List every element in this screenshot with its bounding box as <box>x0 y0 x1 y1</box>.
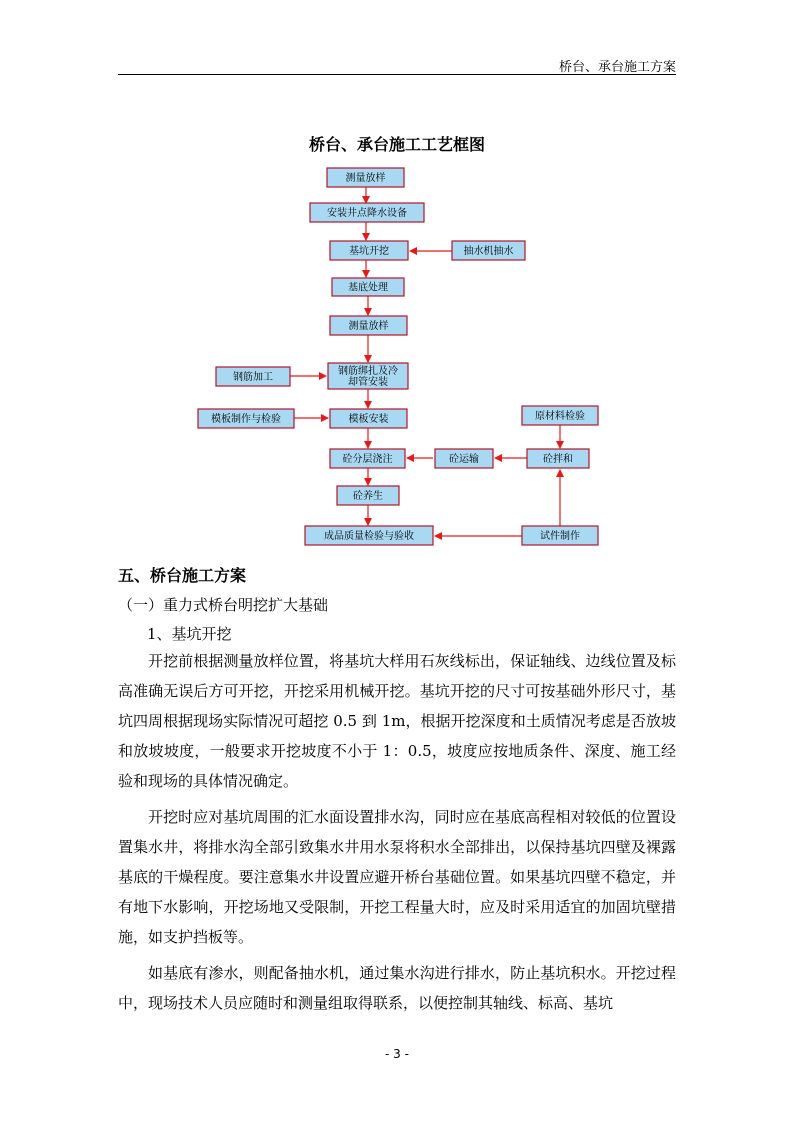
node-label: 基坑开挖 <box>349 246 389 257</box>
node-label: 安装井点降水设备 <box>327 208 407 219</box>
node-label: 基底处理 <box>348 282 388 294</box>
flow-arrows <box>290 187 560 536</box>
node-label: 成品质量检验与验收 <box>324 531 414 542</box>
page-number: - 3 - <box>385 1047 409 1061</box>
node-label: 测量放样 <box>345 173 386 184</box>
node-label: 抽水机抽水 <box>463 246 514 257</box>
node-formwork-make <box>198 409 294 428</box>
node-survey-2 <box>330 316 407 335</box>
node-excavation <box>330 241 408 260</box>
node-rebar-work <box>216 367 290 386</box>
node-label: 测量放样 <box>348 321 389 332</box>
node-label: 砼运输 <box>449 454 479 465</box>
node-label: 砼分层浇注 <box>342 454 393 465</box>
node-curing <box>337 486 399 505</box>
node-mix <box>527 449 589 468</box>
paragraph-1: 开挖前根据测量放样位置，将基坑大样用石灰线标出，保证轴线、边线位置及标高准确无误后方可开挖，开挖采用机械开挖。基坑开挖的尺寸可按基础外形尺寸，基坑四周根据现场实际情况可超挖 0.5 到 1m，根据开挖深度和土质情况考虑是否放坡和放坡坡度，一般要求开挖坡度不小于 1：0.5，坡度应按地质条件、深度、施工经验和现场的具体情况确定。 <box>118 652 676 790</box>
paragraph-2: 开挖时应对基坑周围的汇水面设置排水沟，同时应在基底高程相对较低的位置设置集水井，将排水沟全部引致集水井用水泵将积水全部排出，以保持基坑四壁及裸露基底的干燥程度。要注意集水井设置应避开桥台基础位置。如果基坑四壁不稳定，并有地下水影响，开挖场地又受限制，开挖工程量大时，应及时采用适宜的加固坑壁措施，如支护挡板等。 <box>118 808 676 946</box>
node-label: 试件制作 <box>540 531 580 542</box>
node-survey-1 <box>327 168 404 187</box>
header-title: 桥台、承台施工方案 <box>558 60 676 75</box>
node-pour <box>330 449 405 468</box>
node-base-treatment <box>332 278 404 296</box>
node-label: 模板安装 <box>348 414 389 425</box>
node-label: 钢筋加工 <box>233 372 273 383</box>
node-transport <box>435 449 493 468</box>
node-label-line-1: 钢筋绑扎及冷 <box>338 366 398 377</box>
node-specimen <box>522 526 598 545</box>
node-formwork <box>330 409 407 428</box>
paragraph-3: 如基底有渗水，则配备抽水机，通过集水沟进行排水，防止基坑积水。开挖过程中，现场技术人员应随时和测量组取得联系，以便控制其轴线、标高、基坑 <box>118 964 676 1012</box>
node-raw-material <box>522 406 598 425</box>
node-wellpoint <box>310 203 424 222</box>
process-flow-diagram <box>0 0 794 560</box>
node-label: 砼养生 <box>353 491 383 502</box>
diagram-title: 桥台、承台施工工艺框图 <box>308 135 485 154</box>
node-label-line-2: 却管安装 <box>348 377 388 388</box>
node-inspection <box>305 526 433 545</box>
section-title: 五、桥台施工方案 <box>118 566 247 585</box>
node-pump <box>452 241 525 260</box>
node-label: 模板制作与检验 <box>211 414 281 425</box>
node-label: 砼拌和 <box>543 454 573 465</box>
item-title: 1、基坑开挖 <box>147 625 232 643</box>
node-label: 原材料检验 <box>535 411 585 422</box>
node-rebar-tie <box>328 363 408 389</box>
subsection-title: （一）重力式桥台明挖扩大基础 <box>118 596 329 614</box>
